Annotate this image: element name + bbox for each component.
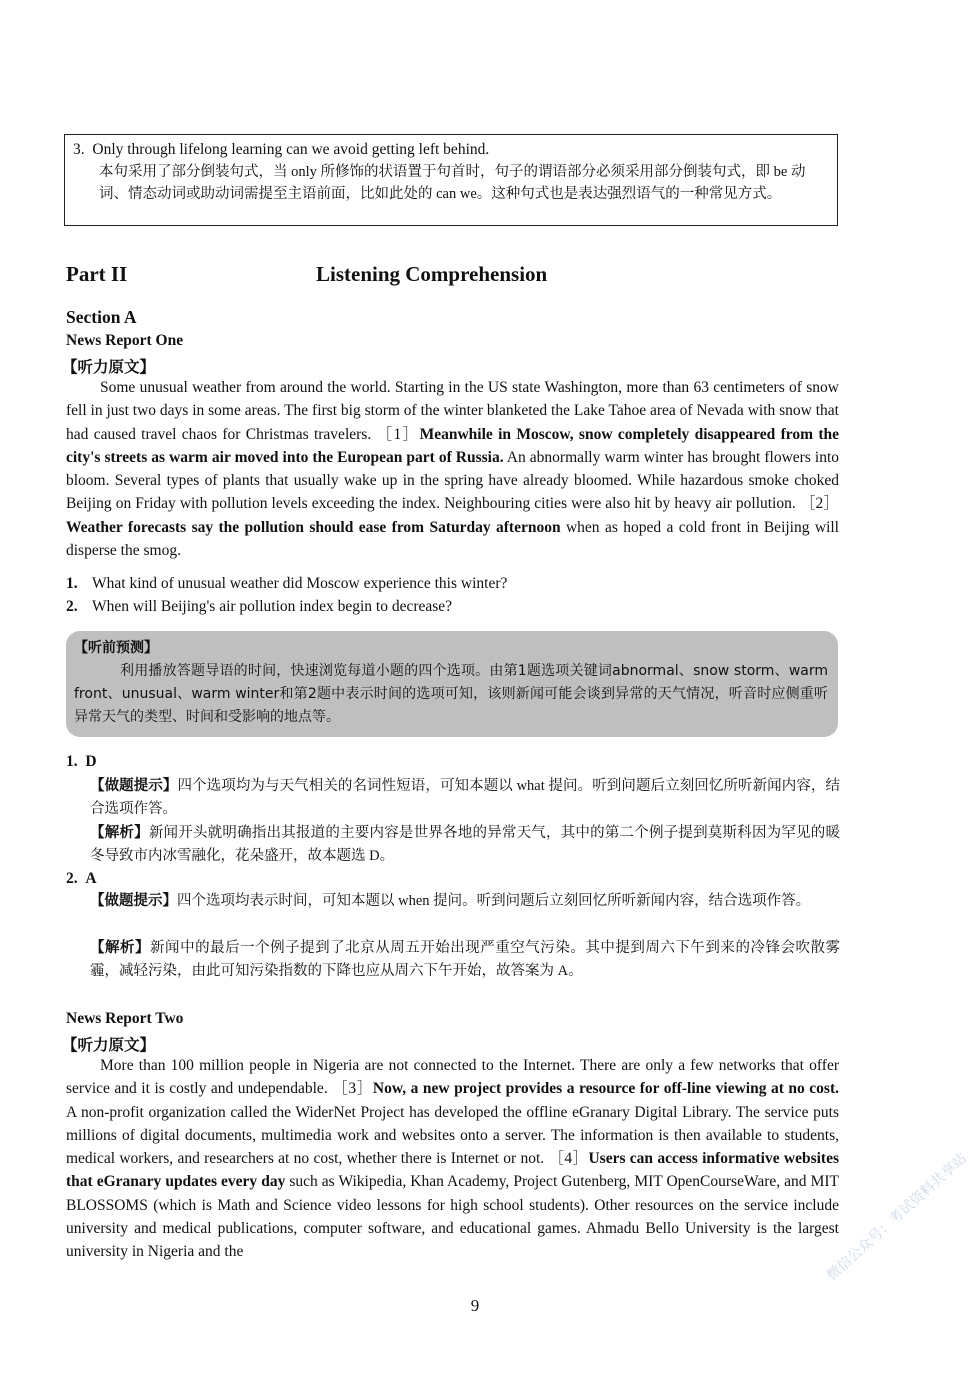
part-label: Part II	[66, 262, 128, 286]
answer-2: 2. A	[66, 870, 97, 887]
note-box	[64, 134, 838, 226]
key-sentence-2: Weather forecasts say the pollution should ease from Saturday afternoon	[66, 518, 561, 536]
note-sentence: 3. Only through lifelong learning can we avoid getting left behind.	[73, 141, 490, 158]
news-two-heading: News Report Two	[66, 1010, 184, 1027]
question-2: 2. When will Beijing's air pollution index begin to decrease?	[66, 598, 453, 615]
question-1: 1. What kind of unusual weather did Moscow experience this winter?	[66, 575, 508, 592]
news-two-transcript: More than 100 million people in Nigeria are not connected to the Internet. There are only a few networks that offer service and it is costly and undependable. ［3］Now, a new project provides a resource for off-line viewing at no cost. A non-profit organization called the WiderNet Project has developed the offline eGranary Digital Library. The service puts millions of digital documents, multimedia work and websites onto a server. The information is then available to students, medical workers, and researchers at no cost, whether there is Internet or not. ［4］Users can access informative websites that eGranary updates every day such as Wikipedia, Khan Academy, Project Gutenberg, MIT OpenCourseWare, and MIT BLOSSOMS (which is Math and Science video lessons for high school students). Other resources on the service include university and medical publications, computer software, and educational games. Ahmadu Bello University is the largest university in Nigeria and the	[66, 1057, 840, 1261]
part-title: Listening Comprehension	[316, 262, 548, 286]
news-one-heading: News Report One	[66, 332, 184, 349]
answer-2-tip: 【做题提示】四个选项均表示时间，可知本题以 when 提问。听到问题后立刻回忆所听新闻内容，结合选项作答。	[90, 893, 811, 909]
pre-listening-tag: 【听前预测】	[74, 640, 158, 656]
key-sentence-3: Now, a new project provides a resource for off-line viewing at no cost.	[372, 1080, 839, 1098]
watermark: 微信公众号：考试资料共享站	[824, 1150, 970, 1285]
key-sentence-1: Meanwhile in Moscow, snow completely disappeared from the city's streets as warm air moved into the European part of Russia.	[66, 425, 839, 466]
news-one-transcript-tag: 【听力原文】	[62, 358, 156, 376]
key-sentence-4: Users can access informative websites that eGranary updates every day	[66, 1150, 839, 1191]
news-one-transcript: Some unusual weather from around the world. Starting in the US state Washington, more than 63 centimeters of snow fell in just two days in some areas. The first big storm of the winter blanketed the Lake Tahoe area of Nevada with snow that had caused travel chaos for Christmas travelers. ［1］Meanwhile in Moscow, snow completely disappeared from the city's streets as warm air moved into the European part of Russia. An abnormally warm winter has brought flowers into bloom. Several types of plants that usually wake up in the spring have already bloomed. While hazardous smoke choked Beijing on Friday with pollution levels exceeding the index. Neighbouring cities were also hit by heavy air pollution. ［2］Weather forecasts say the pollution should ease from Saturday afternoon when as hoped a cold front in Beijing will disperse the smog.	[66, 379, 840, 560]
pre-listening-text: 利用播放答题导语的时间，快速浏览每道小题的四个选项。由第1题选项关键词abnormal、snow storm、warm front、unusual、warm winter和第2题中表示时间的选项可知，该则新闻可能会谈到异常的天气情况，听音时应侧重听异常天气的类型、时间和受影响的地点等。	[74, 663, 828, 725]
answer-2-analysis: 【解析】新闻中的最后一个例子提到了北京从周五开始出现严重空气污染。其中提到周六下午到来的冷锋会吹散雾霾，减轻污染，由此可知污染指数的下降也应从周六下午开始，故答案为 A。	[90, 940, 841, 979]
answer-1: 1. D	[66, 753, 97, 770]
pre-listening-hint	[66, 631, 838, 737]
answer-1-analysis: 【解析】新闻开头就明确指出其报道的主要内容是世界各地的异常天气，其中的第二个例子提到莫斯科因为罕见的暖冬导致市内冰雪融化，花朵盛开，故本题选 D。	[90, 825, 840, 864]
part-heading	[66, 262, 846, 287]
note-explanation: 本句采用了部分倒装句式，当 only 所修饰的状语置于句首时，句子的谓语部分必须采用部分倒装句式，即 be 动词、情态动词或助动词需提至主语前面，比如此处的 can we。这种句式也是表达强烈语气的一种常见方式。	[99, 164, 806, 202]
answer-1-tip: 【做题提示】四个选项均为与天气相关的名词性短语，可知本题以 what 提问。听到问题后立刻回忆所听新闻内容，结合选项作答。	[90, 778, 841, 817]
page-number: 9	[470, 1296, 480, 1315]
news-two-transcript-tag: 【听力原文】	[62, 1036, 156, 1054]
section-heading: Section A	[66, 307, 137, 327]
